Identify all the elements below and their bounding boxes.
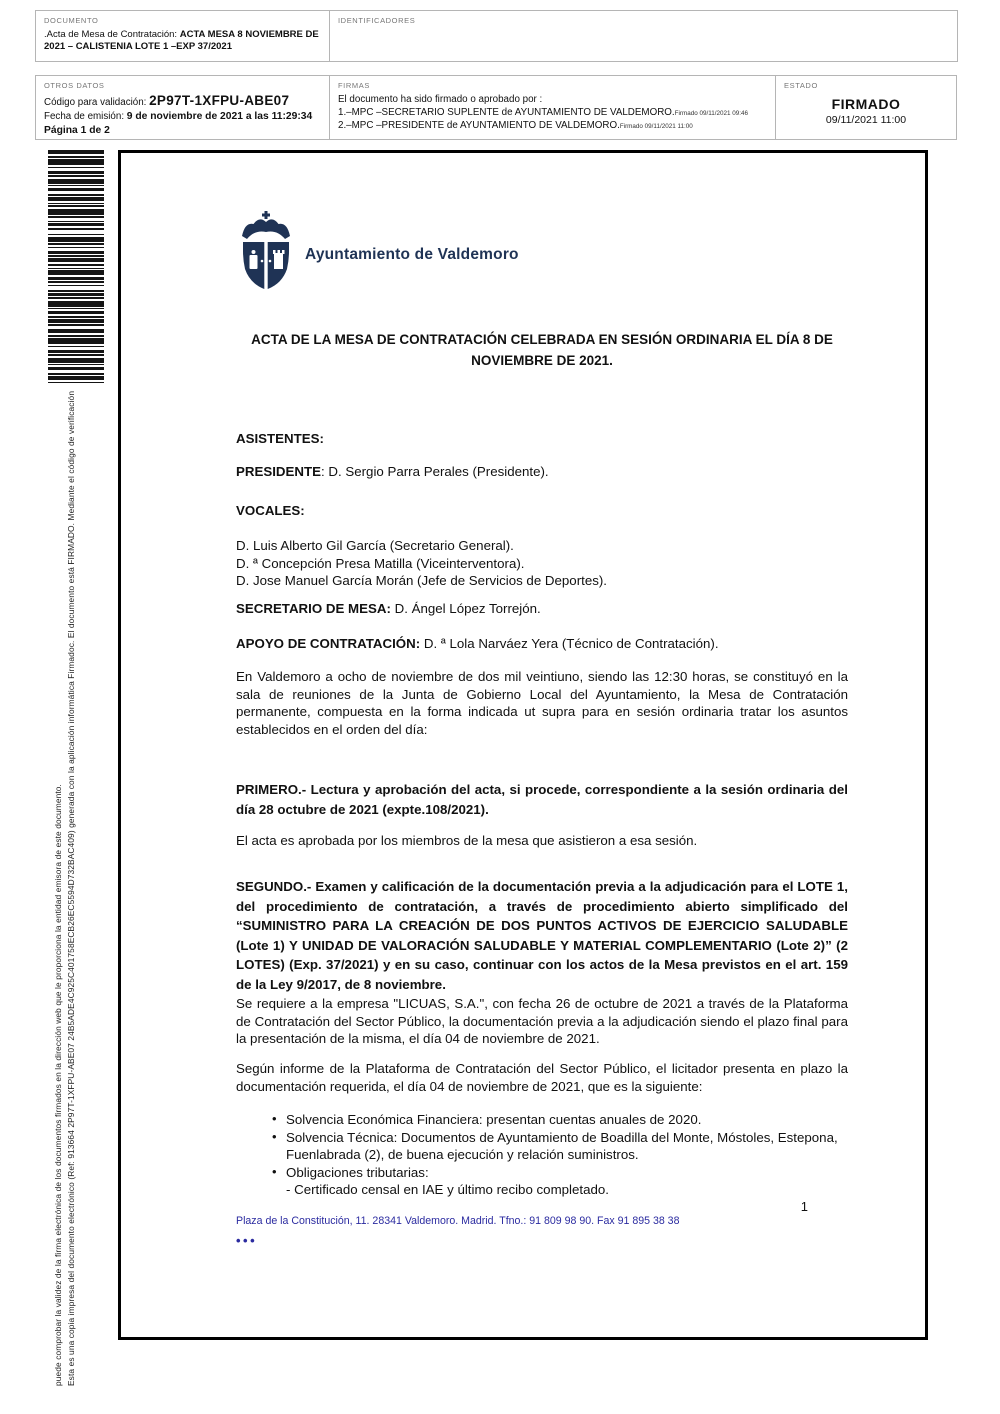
apoyo-label: APOYO DE CONTRATACIÓN: <box>236 636 421 651</box>
codigo-validacion-label: Código para validación: <box>44 97 150 108</box>
documento-value: ACTA MESA 8 NOVIEMBRE DE 2021 – CALISTENIA LOTE 1 –EXP 37/2021 <box>44 29 319 52</box>
apoyo-line <box>236 635 848 653</box>
segundo-heading: SEGUNDO.- Examen y calificación de la documentación previa a la adjudicación para el LOTE 1, del procedimiento de contratación, a través de procedimiento abierto simplificado del “SUMINISTRO PARA LA CREACIÓN DE DOS PUNTOS ACTIVOS DE EJERCICIO SALUDABLE (Lote 1) Y UNIDAD DE VALORACIÓN SALUDABLE Y MATERIAL COMPLEMENTARIO (Lote 2)” (2 LOTES) (Exp. 37/2021) y en su caso, continuar con los actos de la Mesa previstos en el art. 159 de la Ley 9/2017, de 8 noviembre. <box>236 879 848 992</box>
presidente-value: : D. Sergio Parra Perales (Presidente). <box>320 464 549 479</box>
list-item: • Solvencia Técnica: Documentos de Ayuntamiento de Boadilla del Monte, Móstoles, Estepona, Fuenlabrada (2), de buena ejecución y relación suministros. <box>272 1128 838 1162</box>
status-datetime: 09/11/2021 11:00 <box>825 114 907 126</box>
codigo-validacion-value: 2P97T-1XFPU-ABE07 <box>149 93 290 108</box>
vocal-item: D. Luis Alberto Gil García (Secretario General). <box>236 538 514 553</box>
vocales-heading: VOCALES: <box>236 503 305 518</box>
field-estado <box>775 75 957 140</box>
field-identificadores <box>329 10 958 62</box>
vertical-legal-text-line1: Esta es una copia impresa del documento electrónico (Ref: 913664 2P97T-1XFPU-ABE07 24B5ADE4C925C401758ECB26EC5594D732BAC409) generada con la aplicación informática Firmadoc. El documento está FIRMADO. Mediante el código de verificación <box>66 390 76 1386</box>
valdemoro-shield-icon <box>235 211 297 291</box>
field-otros-datos <box>35 75 330 140</box>
primero-heading: PRIMERO.- Lectura y aprobación del acta, si procede, correspondiente a la sesión ordinaria del día 28 octubre de 2021 (expte.108/2021). <box>236 782 848 817</box>
secretario-line <box>236 600 848 618</box>
firmas-label: FIRMAS <box>338 81 370 90</box>
list-item-sub: - Certificado censal en IAE y último recibo completado. <box>286 1182 609 1197</box>
field-documento <box>35 10 330 62</box>
barcode <box>48 150 104 383</box>
vocal-item: D. Jose Manuel García Morán (Jefe de Servicios de Deportes). <box>236 573 607 588</box>
firmante-1 <box>338 107 767 121</box>
page-number: 1 <box>800 1199 808 1214</box>
footer-address: Plaza de la Constitución, 11. 28341 Valdemoro. Madrid. Tfno.: 91 809 98 90. Fax 91 895 38 38 <box>236 1215 680 1227</box>
documentation-bullet-list <box>236 1111 848 1199</box>
identificadores-label: IDENTIFICADORES <box>338 16 416 25</box>
documento-value-prefix: .Acta de Mesa de Contratación: <box>44 29 180 40</box>
otros-datos-label: OTROS DATOS <box>44 81 105 90</box>
footer-dots: ••• <box>236 1233 258 1248</box>
documento-label: DOCUMENTO <box>44 16 99 25</box>
list-item: • Obligaciones tributarias: <box>272 1163 429 1180</box>
segundo-paragraph-1: Se requiere a la empresa "LICUAS, S.A.", con fecha 26 de octubre de 2021 a través de la Plataforma de Contratación del Sector Público, la documentación previa a la adjudicación siendo el plazo final para la presentación de la misma, el día 04 de noviembre de 2021. <box>236 996 848 1046</box>
primero-body: El acta es aprobada por los miembros de la mesa que asistieron a esa sesión. <box>236 833 698 848</box>
presidente-line <box>236 463 848 481</box>
segundo-paragraph-2: Según informe de la Plataforma de Contratación del Sector Público, el licitador presenta en plazo la documentación requerida, el día 04 de noviembre de 2021, que es la siguiente: <box>236 1061 848 1094</box>
firmante-1-text: 1.–MPC –SECRETARIO SUPLENTE de AYUNTAMIENTO DE VALDEMORO. <box>338 106 675 118</box>
firmante-2-text: 2.–MPC –PRESIDENTE de AYUNTAMIENTO DE VALDEMORO. <box>338 120 620 131</box>
firmante-2 <box>338 120 767 134</box>
document-frame <box>118 150 928 1340</box>
vocal-item: D. ª Concepción Presa Matilla (Viceinterventora). <box>236 555 525 571</box>
firmante-1-stamp: Firmado 09/11/2021 09:46 <box>674 109 749 117</box>
firmas-intro: El documento ha sido firmado o aprobado por : <box>338 94 543 105</box>
bullet-icon: • <box>272 1163 277 1179</box>
org-name: Ayuntamiento de Valdemoro <box>305 246 519 263</box>
estado-label: ESTADO <box>784 81 818 90</box>
bullet-icon: • <box>272 1128 277 1144</box>
secretario-value: D. Ángel López Torrejón. <box>390 601 541 616</box>
bullet-icon: • <box>272 1111 277 1126</box>
vocales-list <box>236 537 848 590</box>
presidente-label: PRESIDENTE <box>236 464 321 479</box>
header-meta-row-2 <box>35 75 957 140</box>
fecha-emision-label: Fecha de emisión: <box>44 111 127 122</box>
vertical-legal-text-line2: puede comprobar la validez de la firma electrónica de los documentos firmados en la dirección web que le proporciona la entidad emisora de este documento. <box>53 784 63 1386</box>
status-badge: FIRMADO <box>831 96 901 112</box>
intro-paragraph: En Valdemoro a ocho de noviembre de dos mil veintiuno, siendo las 12:30 horas, se constituyó en la sala de reuniones de la Junta de Gobierno Local del Ayuntamiento, la Mesa de Contratación permanente, compuesta en la forma indicada ut supra para en sesión ordinaria tratar los asuntos establecidos en el orden del día: <box>236 669 848 737</box>
header-meta-row-1 <box>35 10 958 62</box>
fecha-emision-value: 9 de noviembre de 2021 a las 11:29:34 <box>126 111 313 122</box>
list-item: • Solvencia Económica Financiera: presentan cuentas anuales de 2020. <box>272 1111 702 1127</box>
secretario-label: SECRETARIO DE MESA: <box>236 601 391 616</box>
asistentes-heading: ASISTENTES: <box>236 431 324 446</box>
page-title: ACTA DE LA MESA DE CONTRATACIÓN CELEBRADA EN SESIÓN ORDINARIA EL DÍA 8 DE NOVIEMBRE DE 2021. <box>251 332 833 368</box>
pagina-indicator: Página 1 de 2 <box>44 125 110 136</box>
apoyo-value: D. ª Lola Narváez Yera (Técnico de Contratación). <box>420 636 719 651</box>
field-firmas <box>329 75 776 140</box>
firmante-2-stamp: Firmado 09/11/2021 11:00 <box>619 123 693 130</box>
